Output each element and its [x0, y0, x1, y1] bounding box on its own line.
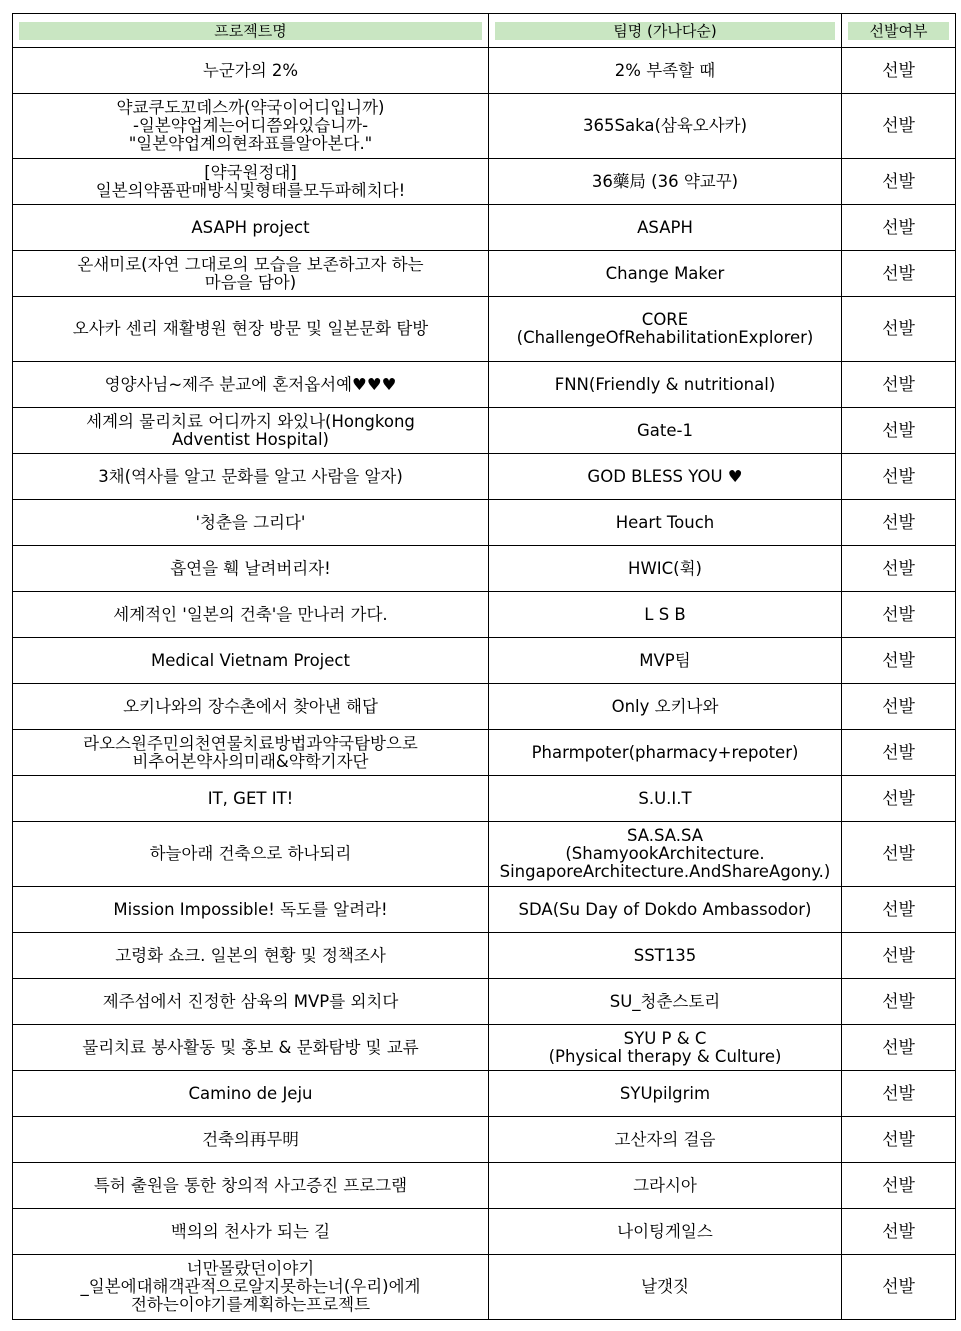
table-row: [13, 251, 956, 297]
table-row: [13, 94, 956, 159]
status-cell: 선발: [842, 638, 956, 684]
status-cell: 선발: [842, 1025, 956, 1071]
table-body: [13, 48, 956, 1320]
table-row: [13, 684, 956, 730]
team-cell: SYU P & C (Physical therapy & Culture): [489, 1025, 842, 1071]
table-row: [13, 1255, 956, 1320]
header-selected: 선발여부: [848, 22, 949, 40]
status-cell: 선발: [842, 408, 956, 454]
table-row: [13, 822, 956, 887]
header-selected-cell: [842, 14, 956, 48]
team-cell: Only 오키나와: [489, 684, 842, 730]
team-cell: 나이팅게일스: [489, 1209, 842, 1255]
table-row: [13, 933, 956, 979]
team-cell: SU_청춘스토리: [489, 979, 842, 1025]
project-cell: 3채(역사를 알고 문화를 알고 사람을 알자): [13, 454, 489, 500]
table-row: [13, 546, 956, 592]
team-cell: CORE (ChallengeOfRehabilitationExplorer): [489, 297, 842, 362]
team-cell: 365Saka(삼육오사카): [489, 94, 842, 159]
table-row: [13, 592, 956, 638]
status-cell: 선발: [842, 251, 956, 297]
team-cell: Heart Touch: [489, 500, 842, 546]
team-cell: SST135: [489, 933, 842, 979]
selection-table: [12, 13, 956, 1320]
table-row: [13, 159, 956, 205]
header-team-cell: [489, 14, 842, 48]
status-cell: 선발: [842, 776, 956, 822]
team-cell: Pharmpoter(pharmacy+repoter): [489, 730, 842, 776]
table-row: [13, 887, 956, 933]
project-cell: 세계적인 '일본의 건축'을 만나러 가다.: [13, 592, 489, 638]
project-cell: 온새미로(자연 그대로의 모습을 보존하고자 하는 마음을 담아): [13, 251, 489, 297]
table-row: [13, 1209, 956, 1255]
status-cell: 선발: [842, 362, 956, 408]
table-row: [13, 730, 956, 776]
status-cell: 선발: [842, 1163, 956, 1209]
status-cell: 선발: [842, 159, 956, 205]
team-cell: Change Maker: [489, 251, 842, 297]
header-row: [13, 14, 956, 48]
table-row: [13, 979, 956, 1025]
status-cell: 선발: [842, 1255, 956, 1320]
project-cell: IT, GET IT!: [13, 776, 489, 822]
team-cell: L S B: [489, 592, 842, 638]
project-cell: Medical Vietnam Project: [13, 638, 489, 684]
header-project: 프로젝트명: [19, 22, 482, 40]
team-cell: 고산자의 걸음: [489, 1117, 842, 1163]
table-row: [13, 408, 956, 454]
project-cell: 백의의 천사가 되는 길: [13, 1209, 489, 1255]
status-cell: 선발: [842, 1209, 956, 1255]
status-cell: 선발: [842, 1117, 956, 1163]
project-cell: 세계의 물리치료 어디까지 와있나(Hongkong Adventist Hospital): [13, 408, 489, 454]
table-row: [13, 362, 956, 408]
team-cell: ASAPH: [489, 205, 842, 251]
table-row: [13, 297, 956, 362]
project-cell: 누군가의 2%: [13, 48, 489, 94]
status-cell: 선발: [842, 822, 956, 887]
team-cell: Gate-1: [489, 408, 842, 454]
project-cell: [약국원정대] 일본의약품판매방식및형태를모두파헤치다!: [13, 159, 489, 205]
status-cell: 선발: [842, 684, 956, 730]
project-cell: 고령화 쇼크. 일본의 현황 및 정책조사: [13, 933, 489, 979]
table-row: [13, 1163, 956, 1209]
status-cell: 선발: [842, 454, 956, 500]
project-cell: 물리치료 봉사활동 및 홍보 & 문화탐방 및 교류: [13, 1025, 489, 1071]
status-cell: 선발: [842, 48, 956, 94]
team-cell: SDA(Su Day of Dokdo Ambassodor): [489, 887, 842, 933]
team-cell: GOD BLESS YOU ♥: [489, 454, 842, 500]
project-cell: 하늘아래 건축으로 하나되리: [13, 822, 489, 887]
project-cell: Mission Impossible! 독도를 알려라!: [13, 887, 489, 933]
table-row: [13, 500, 956, 546]
project-cell: 영양사님~제주 분교에 혼저옵서예♥♥♥: [13, 362, 489, 408]
table-row: [13, 1117, 956, 1163]
table-row: [13, 48, 956, 94]
status-cell: 선발: [842, 592, 956, 638]
team-cell: HWIC(휙): [489, 546, 842, 592]
team-cell: S.U.I.T: [489, 776, 842, 822]
table-row: [13, 1071, 956, 1117]
project-cell: 제주섬에서 진정한 삼육의 MVP를 외치다: [13, 979, 489, 1025]
project-cell: 오키나와의 장수촌에서 찾아낸 해답: [13, 684, 489, 730]
status-cell: 선발: [842, 205, 956, 251]
team-cell: 2% 부족할 때: [489, 48, 842, 94]
table-row: [13, 205, 956, 251]
team-cell: 그라시아: [489, 1163, 842, 1209]
header-team: 팀명 (가나다순): [495, 22, 835, 40]
header-project-cell: [13, 14, 489, 48]
project-cell: 특허 출원을 통한 창의적 사고증진 프로그램: [13, 1163, 489, 1209]
table-row: [13, 454, 956, 500]
project-cell: 약쿄쿠도꼬데스까(약국이어디입니까) -일본약업계는어디쯤와있습니까- "일본약업계의현좌표를알아본다.": [13, 94, 489, 159]
project-cell: 너만몰랐던이야기 _일본에대해객관적으로알지못하는너(우리)에게 전하는이야기를계획하는프로젝트: [13, 1255, 489, 1320]
table-row: [13, 638, 956, 684]
status-cell: 선발: [842, 297, 956, 362]
status-cell: 선발: [842, 933, 956, 979]
status-cell: 선발: [842, 1071, 956, 1117]
project-cell: '청춘을 그리다': [13, 500, 489, 546]
status-cell: 선발: [842, 887, 956, 933]
team-cell: 날갯짓: [489, 1255, 842, 1320]
project-cell: 라오스원주민의천연물치료방법과약국탐방으로 비추어본약사의미래&약학기자단: [13, 730, 489, 776]
status-cell: 선발: [842, 546, 956, 592]
project-cell: 흡연을 훽 날려버리자!: [13, 546, 489, 592]
status-cell: 선발: [842, 94, 956, 159]
project-cell: 오사카 센리 재활병원 현장 방문 및 일본문화 탐방: [13, 297, 489, 362]
team-cell: SA.SA.SA (ShamyookArchitecture. SingaporeArchitecture.AndShareAgony.): [489, 822, 842, 887]
team-cell: FNN(Friendly & nutritional): [489, 362, 842, 408]
status-cell: 선발: [842, 500, 956, 546]
table-row: [13, 776, 956, 822]
team-cell: SYUpilgrim: [489, 1071, 842, 1117]
status-cell: 선발: [842, 730, 956, 776]
status-cell: 선발: [842, 979, 956, 1025]
table-row: [13, 1025, 956, 1071]
project-cell: Camino de Jeju: [13, 1071, 489, 1117]
project-cell: ASAPH project: [13, 205, 489, 251]
team-cell: MVP팀: [489, 638, 842, 684]
team-cell: 36藥局 (36 약교꾸): [489, 159, 842, 205]
project-cell: 건축의再무明: [13, 1117, 489, 1163]
